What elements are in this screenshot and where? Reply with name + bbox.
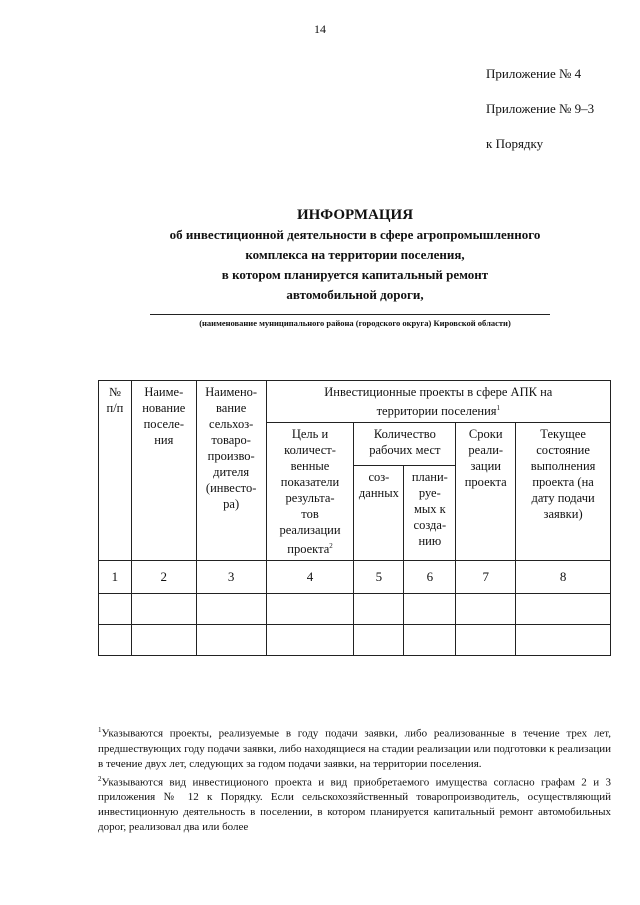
title-line: комплекса на территории поселения, bbox=[245, 247, 465, 262]
header-jobs-group: Количество рабочих мест bbox=[354, 423, 456, 466]
header-num: № п/п bbox=[99, 381, 132, 561]
fill-in-caption: (наименование муниципального района (городского округа) Кировской области) bbox=[199, 318, 511, 328]
title-main: ИНФОРМАЦИЯ bbox=[296, 207, 414, 223]
column-number-row bbox=[99, 561, 611, 594]
title-line: автомобильной дороги, bbox=[286, 287, 424, 302]
fill-in-line bbox=[150, 314, 550, 315]
appendix-line-1: Приложение № 4 bbox=[486, 66, 582, 81]
table-cell bbox=[266, 594, 354, 625]
column-number: 6 bbox=[404, 561, 456, 594]
header-producer: Наимено- вание сельхоз- товаро- произво- дителя (инвесто- ра) bbox=[196, 381, 266, 561]
column-number: 7 bbox=[456, 561, 516, 594]
table-cell bbox=[404, 625, 456, 656]
header-terms: Сроки реали- зации проекта bbox=[456, 423, 516, 561]
document-title bbox=[100, 205, 610, 305]
table-cell bbox=[516, 594, 611, 625]
table-cell bbox=[456, 625, 516, 656]
table-cell bbox=[99, 594, 132, 625]
table-cell bbox=[456, 594, 516, 625]
table-row bbox=[99, 625, 611, 656]
table-cell bbox=[266, 625, 354, 656]
title-line: об инвестиционной деятельности в сфере агропромышленного bbox=[169, 227, 541, 242]
header-settlement: Наиме- нование поселе- ния bbox=[131, 381, 196, 561]
table-cell bbox=[516, 625, 611, 656]
appendix-line-3: к Порядку bbox=[486, 136, 544, 151]
table-cell bbox=[196, 594, 266, 625]
column-number: 4 bbox=[266, 561, 354, 594]
table-cell bbox=[354, 625, 404, 656]
column-number: 2 bbox=[131, 561, 196, 594]
table-row bbox=[99, 594, 611, 625]
page-number: 14 bbox=[314, 22, 326, 36]
appendix-line-2: Приложение № 9–3 bbox=[486, 101, 595, 116]
header-jobs-planned: плани- руе- мых к созда- нию bbox=[404, 465, 456, 560]
table-cell bbox=[404, 594, 456, 625]
info-table bbox=[98, 380, 611, 656]
table-cell bbox=[131, 594, 196, 625]
header-jobs-created: соз- данных bbox=[354, 465, 404, 560]
header-goal: Цель и количест- венные показатели результа- тов реализации проекта$^2$ bbox=[266, 423, 354, 561]
footnote-1: $^1$Указываются проекты, реализуемые в году подачи заявки, либо реализованные в течение трех лет, предшествующих году подачи заявки, либо находящиеся на стадии реализации или подготовки к реализации в течение двух лет, следующих за годом подачи заявки, на территории поселения. bbox=[98, 726, 611, 770]
table-cell bbox=[131, 625, 196, 656]
column-number: 5 bbox=[354, 561, 404, 594]
table-cell bbox=[196, 625, 266, 656]
title-line: в котором планируется капитальный ремонт bbox=[221, 267, 489, 282]
header-projects-group: Инвестиционные проекты в сфере АПК на территории поселения$^1$ bbox=[266, 381, 610, 423]
footnote-2: $^2$Указываются вид инвестиционого проекта и вид приобретаемого имущества согласно графам 2 и 3 приложения № 12 к Порядку. Если сельскохозяйственный товаропроизводитель, осуществляющий инвестиционную деятельность в поселении, в котором планируется капитальный ремонт автомобильных дорог, реализовал два или более bbox=[98, 774, 611, 834]
table-cell bbox=[354, 594, 404, 625]
column-number: 3 bbox=[196, 561, 266, 594]
table-cell bbox=[99, 625, 132, 656]
column-number: 1 bbox=[99, 561, 132, 594]
column-number: 8 bbox=[516, 561, 611, 594]
header-status: Текущее состояние выполнения проекта (на дату подачи заявки) bbox=[516, 423, 611, 561]
footnotes bbox=[98, 723, 611, 835]
